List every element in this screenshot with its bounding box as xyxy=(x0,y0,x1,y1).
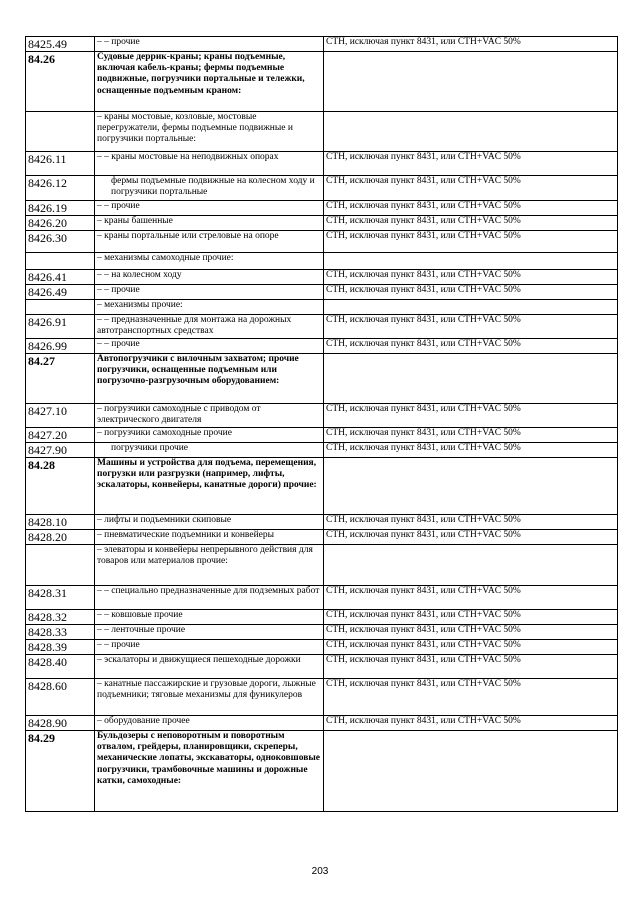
origin-rule-cell: СТН, исключая пункт 8431, или СТН+VAC 50% xyxy=(324,339,618,354)
code-cell: 8428.60 xyxy=(26,679,95,716)
code-cell: 8428.90 xyxy=(26,716,95,731)
table-row xyxy=(26,176,618,201)
code-cell: 8428.20 xyxy=(26,530,95,545)
description-cell: – – краны мостовые на неподвижных опорах xyxy=(95,152,324,176)
description-cell: – элеваторы и конвейеры непрерывного действия для товаров или материалов прочие: xyxy=(95,545,324,586)
origin-rule-cell xyxy=(324,545,618,586)
description-cell: – оборудование прочее xyxy=(95,716,324,731)
origin-rule-cell: СТН, исключая пункт 8431, или СТН+VAC 50% xyxy=(324,716,618,731)
origin-rule-cell: СТН, исключая пункт 8431, или СТН+VAC 50% xyxy=(324,404,618,428)
table-row xyxy=(26,545,618,586)
description-cell: – эскалаторы и движущиеся пешеходные дорожки xyxy=(95,655,324,679)
origin-rule-cell: СТН, исключая пункт 8431, или СТН+VAC 50% xyxy=(324,428,618,443)
description-cell: – краны мостовые, козловые, мостовые перегружатели, фермы подъемные подвижные и погрузчики портальные: xyxy=(95,112,324,152)
table-body xyxy=(26,37,618,812)
description-cell: Машины и устройства для подъема, перемещения, погрузки или разгрузки (например, лифты, эскалаторы, конвейеры, канатные дороги) прочие: xyxy=(95,458,324,515)
table-row xyxy=(26,270,618,285)
table-row xyxy=(26,152,618,176)
table-row xyxy=(26,515,618,530)
origin-rule-cell: СТН, исключая пункт 8431, или СТН+VAC 50% xyxy=(324,679,618,716)
heading-row xyxy=(26,731,618,812)
origin-rule-cell: СТН, исключая пункт 8431, или СТН+VAC 50% xyxy=(324,586,618,610)
code-cell: 8426.99 xyxy=(26,339,95,354)
code-cell: 8426.19 xyxy=(26,201,95,216)
origin-rule-cell xyxy=(324,300,618,315)
description-cell: – – ленточные прочие xyxy=(95,625,324,640)
code-cell: 8426.11 xyxy=(26,152,95,176)
tariff-table xyxy=(25,36,618,812)
origin-rule-cell: СТН, исключая пункт 8431, или СТН+VAC 50% xyxy=(324,176,618,201)
table-row xyxy=(26,610,618,625)
origin-rule-cell: СТН, исключая пункт 8431, или СТН+VAC 50% xyxy=(324,231,618,253)
origin-rule-cell: СТН, исключая пункт 8431, или СТН+VAC 50% xyxy=(324,270,618,285)
description-cell: – пневматические подъемники и конвейеры xyxy=(95,530,324,545)
origin-rule-cell: СТН, исключая пункт 8431, или СТН+VAC 50% xyxy=(324,201,618,216)
table-row xyxy=(26,112,618,152)
description-cell: – – специально предназначенные для подземных работ xyxy=(95,586,324,610)
code-cell: 8428.10 xyxy=(26,515,95,530)
description-cell: фермы подъемные подвижные на колесном ходу и погрузчики портальные xyxy=(95,176,324,201)
origin-rule-cell: СТН, исключая пункт 8431, или СТН+VAC 50% xyxy=(324,216,618,231)
description-cell: – механизмы самоходные прочие: xyxy=(95,253,324,270)
table-row xyxy=(26,640,618,655)
code-cell: 8427.10 xyxy=(26,404,95,428)
description-cell: – канатные пассажирские и грузовые дороги, лыжные подъемники; тяговые механизмы для фуникулеров xyxy=(95,679,324,716)
origin-rule-cell xyxy=(324,354,618,404)
table-row xyxy=(26,716,618,731)
table-row xyxy=(26,404,618,428)
description-cell: – краны башенные xyxy=(95,216,324,231)
heading-row xyxy=(26,354,618,404)
description-cell: Судовые деррик-краны; краны подъемные, включая кабель-краны; фермы подъемные подвижные, погрузчики портальные и тележки, оснащенные подъемным краном: xyxy=(95,52,324,112)
origin-rule-cell: СТН, исключая пункт 8431, или СТН+VAC 50% xyxy=(324,640,618,655)
description-cell: Бульдозеры с неповоротным и поворотным отвалом, грейдеры, планировщики, скреперы, механические лопаты, экскаваторы, одноковшовые погрузчики, трамбовочные машины и дорожные катки, самоходные: xyxy=(95,731,324,812)
table-row xyxy=(26,201,618,216)
table-row xyxy=(26,655,618,679)
description-cell: – погрузчики самоходные с приводом от электрического двигателя xyxy=(95,404,324,428)
description-cell: – – прочие xyxy=(95,37,324,52)
table-row xyxy=(26,530,618,545)
description-cell: – – предназначенные для монтажа на дорожных автотранспортных средствах xyxy=(95,315,324,339)
origin-rule-cell xyxy=(324,52,618,112)
origin-rule-cell xyxy=(324,731,618,812)
code-cell xyxy=(26,253,95,270)
table-row xyxy=(26,216,618,231)
heading-row xyxy=(26,458,618,515)
origin-rule-cell: СТН, исключая пункт 8431, или СТН+VAC 50% xyxy=(324,610,618,625)
code-cell: 84.29 xyxy=(26,731,95,812)
code-cell: 8428.32 xyxy=(26,610,95,625)
table-row xyxy=(26,443,618,458)
table-row xyxy=(26,37,618,52)
origin-rule-cell xyxy=(324,112,618,152)
code-cell: 8428.40 xyxy=(26,655,95,679)
origin-rule-cell: СТН, исключая пункт 8431, или СТН+VAC 50% xyxy=(324,37,618,52)
description-cell: – – на колесном ходу xyxy=(95,270,324,285)
table-row xyxy=(26,586,618,610)
code-cell: 8426.30 xyxy=(26,231,95,253)
code-cell: 8426.91 xyxy=(26,315,95,339)
origin-rule-cell: СТН, исключая пункт 8431, или СТН+VAC 50% xyxy=(324,315,618,339)
code-cell: 8426.12 xyxy=(26,176,95,201)
code-cell: 8428.33 xyxy=(26,625,95,640)
table-row xyxy=(26,253,618,270)
table-row xyxy=(26,625,618,640)
description-cell: – – прочие xyxy=(95,640,324,655)
table-row xyxy=(26,300,618,315)
table-row xyxy=(26,285,618,300)
description-cell: – – ковшовые прочие xyxy=(95,610,324,625)
table-row xyxy=(26,428,618,443)
origin-rule-cell: СТН, исключая пункт 8431, или СТН+VAC 50% xyxy=(324,152,618,176)
origin-rule-cell xyxy=(324,253,618,270)
code-cell: 8427.20 xyxy=(26,428,95,443)
description-cell: – – прочие xyxy=(95,201,324,216)
code-cell: 8427.90 xyxy=(26,443,95,458)
table-row xyxy=(26,231,618,253)
code-cell: 8426.41 xyxy=(26,270,95,285)
description-cell: – – прочие xyxy=(95,285,324,300)
origin-rule-cell: СТН, исключая пункт 8431, или СТН+VAC 50% xyxy=(324,530,618,545)
code-cell: 84.28 xyxy=(26,458,95,515)
code-cell: 8425.49 xyxy=(26,37,95,52)
table-row xyxy=(26,679,618,716)
page-number: 203 xyxy=(311,866,329,877)
table-row xyxy=(26,315,618,339)
description-cell: – механизмы прочие: xyxy=(95,300,324,315)
code-cell: 8428.39 xyxy=(26,640,95,655)
code-cell: 8426.20 xyxy=(26,216,95,231)
origin-rule-cell: СТН, исключая пункт 8431, или СТН+VAC 50% xyxy=(324,625,618,640)
description-cell: – – прочие xyxy=(95,339,324,354)
code-cell: 8426.49 xyxy=(26,285,95,300)
description-cell: Автопогрузчики с вилочным захватом; прочие погрузчики, оснащенные подъемным или погрузочно-разгрузочным оборудованием: xyxy=(95,354,324,404)
origin-rule-cell xyxy=(324,458,618,515)
origin-rule-cell: СТН, исключая пункт 8431, или СТН+VAC 50% xyxy=(324,285,618,300)
code-cell xyxy=(26,545,95,586)
code-cell: 84.26 xyxy=(26,52,95,112)
heading-row xyxy=(26,52,618,112)
table-row xyxy=(26,339,618,354)
description-cell: – лифты и подъемники скиповые xyxy=(95,515,324,530)
code-cell xyxy=(26,112,95,152)
origin-rule-cell: СТН, исключая пункт 8431, или СТН+VAC 50% xyxy=(324,515,618,530)
code-cell: 84.27 xyxy=(26,354,95,404)
description-cell: – погрузчики самоходные прочие xyxy=(95,428,324,443)
description-cell: – краны портальные или стреловые на опоре xyxy=(95,231,324,253)
origin-rule-cell: СТН, исключая пункт 8431, или СТН+VAC 50% xyxy=(324,655,618,679)
origin-rule-cell: СТН, исключая пункт 8431, или СТН+VAC 50% xyxy=(324,443,618,458)
description-cell: погрузчики прочие xyxy=(95,443,324,458)
code-cell xyxy=(26,300,95,315)
code-cell: 8428.31 xyxy=(26,586,95,610)
